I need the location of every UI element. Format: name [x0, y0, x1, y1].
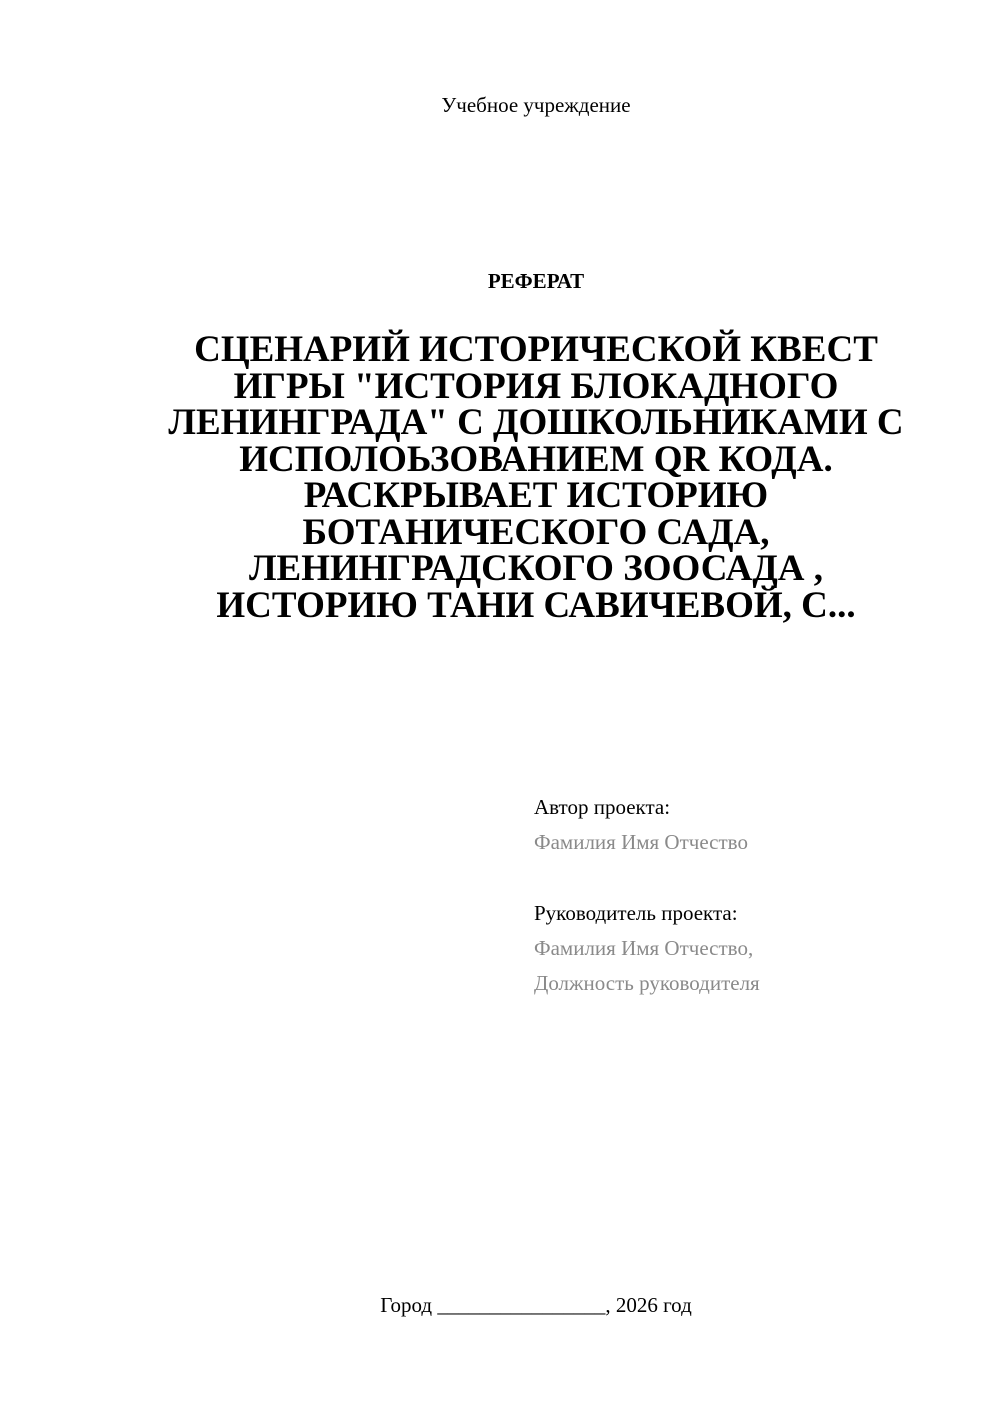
title-line: ИСТОРИЮ ТАНИ САВИЧЕВОЙ, С...	[216, 584, 856, 626]
title-line: ИГРЫ "ИСТОРИЯ БЛОКАДНОГО	[233, 365, 839, 407]
title-line: СЦЕНАРИЙ ИСТОРИЧЕСКОЙ КВЕСТ	[194, 329, 878, 370]
author-name: Фамилия Имя Отчество	[534, 830, 748, 854]
author-label: Автор проекта:	[534, 795, 671, 819]
city-year-line: Город ________________, 2026 год	[380, 1293, 692, 1317]
institution-name: Учебное учреждение	[441, 93, 631, 117]
supervisor-name: Фамилия Имя Отчество,	[534, 936, 754, 960]
title-line: РАСКРЫВАЕТ ИСТОРИЮ	[303, 475, 769, 516]
supervisor-label: Руководитель проекта:	[534, 901, 738, 925]
document-title	[120, 329, 952, 626]
credits-block	[534, 790, 974, 1001]
title-line: ЛЕНИНГРАДСКОГО ЗООСАДА ,	[248, 548, 824, 589]
credits-spacer	[534, 860, 974, 896]
document-type-label: РЕФЕРАТ	[487, 269, 585, 293]
title-line: ИСПОЛОЬЗОВАНИЕМ QR КОДА.	[239, 438, 833, 480]
supervisor-position: Должность руководителя	[534, 971, 760, 995]
title-line: БОТАНИЧЕСКОГО САДА,	[302, 511, 770, 553]
title-line: ЛЕНИНГРАДА" С ДОШКОЛЬНИКАМИ С	[168, 402, 904, 443]
